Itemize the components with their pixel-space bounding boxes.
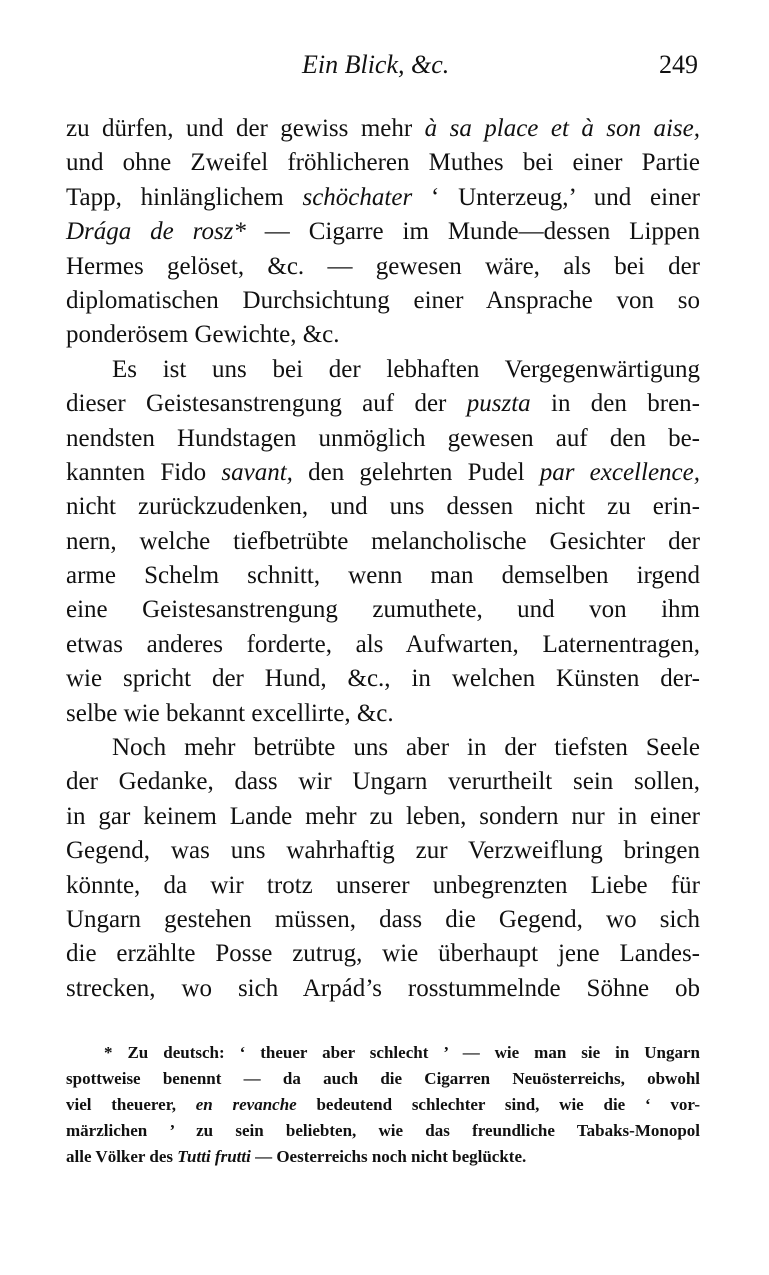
body-text <box>66 112 700 1006</box>
text-segment: alle Völker des <box>66 1147 178 1166</box>
text-segment: kannten Fido <box>66 458 222 486</box>
text-segment: Noch mehr betrübte uns aber in der tiefsten Seele <box>112 734 700 762</box>
text-line <box>66 662 700 696</box>
text-line <box>66 353 700 387</box>
text-segment: Es ist uns bei der lebhaften Vergegenwärtigung <box>112 355 700 383</box>
text-segment: viel theuerer, <box>66 1095 196 1114</box>
italic-text: savant, <box>221 458 293 486</box>
text-segment: — Oesterreichs noch nicht beglückte. <box>250 1147 527 1166</box>
text-line <box>66 869 700 903</box>
text-line <box>66 903 700 937</box>
text-line <box>66 422 700 456</box>
text-segment: diplomatischen Durchsichtung einer Ansprache von so <box>66 286 700 314</box>
text-line <box>66 628 700 662</box>
text-segment: selbe wie bekannt excellirte, &c. <box>66 699 394 727</box>
text-segment: den gelehrten Pudel <box>292 458 540 486</box>
text-segment: Ungarn gestehen müssen, dass die Gegend, wo sich <box>66 905 700 933</box>
text-segment: dieser Geistesanstrengung auf der <box>66 390 467 418</box>
text-line <box>66 181 700 215</box>
text-line <box>66 559 700 593</box>
italic-text: Drága de rosz* <box>66 218 246 246</box>
text-segment: und ohne Zweifel fröhlicheren Muthes bei einer Partie <box>66 149 700 177</box>
text-line <box>66 146 700 180</box>
text-segment: eine Geistesanstrengung zumuthete, und von ihm <box>66 596 700 624</box>
page-header <box>66 46 700 86</box>
text-segment: Gegend, was uns wahrhaftig zur Verzweiflung bringen <box>66 837 700 865</box>
text-segment: * Zu deutsch: ‘ theuer aber schlecht ’ — wie man sie in Ungarn <box>104 1043 700 1062</box>
text-line <box>66 593 700 627</box>
text-segment: — Cigarre im Munde—dessen Lippen <box>245 218 700 246</box>
text-segment: wie spricht der Hund, &c., in welchen Künsten der- <box>66 665 700 693</box>
text-line <box>66 318 700 352</box>
footnote-line <box>66 1066 700 1092</box>
text-line <box>66 800 700 834</box>
text-line <box>66 112 700 146</box>
text-segment: in den bren- <box>530 390 701 418</box>
text-segment: ponderösem Gewichte, &c. <box>66 321 340 349</box>
text-line <box>66 697 700 731</box>
italic-text: par excellence, <box>539 458 700 486</box>
text-line <box>66 490 700 524</box>
italic-text: Tutti frutti <box>177 1147 251 1166</box>
text-line <box>66 972 700 1006</box>
text-segment: bedeutend schlechter sind, wie die ‘ vor- <box>296 1095 700 1114</box>
italic-text: à sa place et à son aise, <box>424 115 700 142</box>
text-segment: zu dürfen, und der gewiss mehr <box>66 115 425 142</box>
text-line <box>66 284 700 318</box>
text-segment: arme Schelm schnitt, wenn man demselben irgend <box>66 562 700 590</box>
text-segment: etwas anderes forderte, als Aufwarten, Laternentragen, <box>66 630 700 658</box>
text-segment: in gar keinem Lande mehr zu leben, sondern nur in einer <box>66 802 700 830</box>
text-segment: nicht zurückzudenken, und uns dessen nicht zu erin- <box>66 493 700 521</box>
text-segment: Hermes gelöset, &c. — gewesen wäre, als bei der <box>66 252 700 280</box>
text-line <box>66 834 700 868</box>
text-segment: ‘ Unterzeug,’ und einer <box>412 183 700 211</box>
footnote-line <box>66 1092 700 1118</box>
text-line <box>66 731 700 765</box>
text-line <box>66 525 700 559</box>
text-segment: spottweise benennt — da auch die Cigarren Neuösterreichs, obwohl <box>66 1069 700 1088</box>
text-segment: nendsten Hundstagen unmöglich gewesen auf den be- <box>66 424 700 452</box>
text-line <box>66 250 700 284</box>
running-title: Ein Blick, &c. <box>302 50 450 79</box>
text-segment: der Gedanke, dass wir Ungarn verurtheilt sein sollen, <box>66 768 700 796</box>
page-number: 249 <box>659 50 698 79</box>
text-segment: könnte, da wir trotz unserer unbegrenzten Liebe für <box>66 871 700 899</box>
text-line <box>66 765 700 799</box>
text-line <box>66 456 700 490</box>
footnote-line <box>66 1118 700 1144</box>
footnote-line <box>66 1040 700 1066</box>
footnote-line <box>66 1144 700 1170</box>
text-segment: die erzählte Posse zutrug, wie überhaupt jene Landes- <box>66 940 700 968</box>
text-line <box>66 937 700 971</box>
italic-text: puszta <box>466 390 531 418</box>
italic-text: en revanche <box>195 1095 297 1114</box>
footnote <box>66 1040 700 1170</box>
italic-text: schöchater <box>302 183 413 211</box>
text-line <box>66 215 700 249</box>
text-segment: strecken, wo sich Arpád’s rosstummelnde Söhne ob <box>66 974 700 1002</box>
text-segment: nern, welche tiefbetrübte melancholische Gesichter der <box>66 527 700 555</box>
text-segment: märzlichen ’ zu sein beliebten, wie das freundliche Tabaks-Monopol <box>66 1121 700 1140</box>
text-line <box>66 387 700 421</box>
text-segment: Tapp, hinlänglichem <box>66 183 303 211</box>
